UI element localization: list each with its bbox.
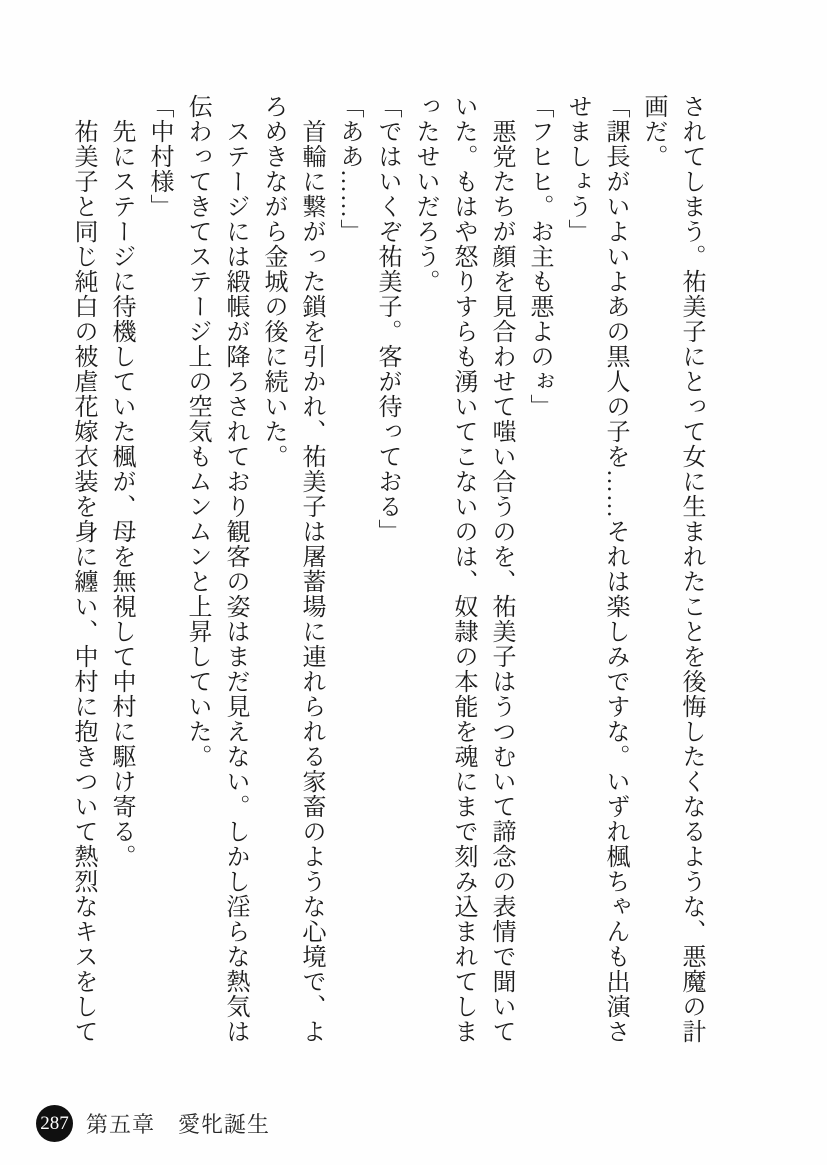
text-line: 「中村様」 [146, 94, 172, 219]
text-line: ステージには緞帳が降ろされており観客の姿はまだ見えない。しかし淫らな熱気は [222, 119, 248, 1044]
text-line: 首輪に繋がった鎖を引かれ、祐美子は屠蓄場に連れられる家畜のような心境で、よ [298, 119, 324, 1044]
page-number: 287 [40, 1113, 69, 1134]
text-line: されてしまう。祐美子にとって女に生まれたことを後悔したくなるような、悪魔の計 [678, 94, 704, 1044]
text-line: 「ああ……」 [336, 94, 362, 244]
text-line: 悪党たちが顔を見合わせて嗤い合うのを、祐美子はうつむいて諦念の表情で聞いて [488, 119, 514, 1044]
text-line: ったせいだろう。 [412, 94, 438, 294]
page-number-badge [36, 1105, 73, 1142]
text-line: いた。もはや怒りすらも湧いてこないのは、奴隷の本能を魂にまで刻み込まれてしま [450, 94, 476, 1044]
text-line: 先にステージに待機していた楓が、母を無視して中村に駆け寄る。 [108, 119, 134, 869]
text-line: ろめきながら金城の後に続いた。 [260, 94, 286, 469]
text-line: 祐美子と同じ純白の被虐花嫁衣装を身に纏い、中村に抱きついて熱烈なキスをして [70, 119, 96, 1044]
text-line: 画だ。 [640, 94, 666, 169]
chapter-title: 第五章 愛牝誕生 [86, 1112, 271, 1137]
body-text [64, 94, 710, 1050]
text-line: 「課長がいよいよあの黒人の子を……それは楽しみですな。いずれ楓ちゃんも出演さ [602, 94, 628, 1044]
text-line: 「ではいくぞ祐美子。客が待っておる」 [374, 94, 400, 544]
text-line: せましょう」 [564, 94, 590, 244]
text-line: 「フヒヒ。お主も悪よのぉ」 [526, 94, 552, 419]
page-footer [36, 1105, 270, 1142]
text-line: 伝わってきてステージ上の空気もムンムンと上昇していた。 [184, 94, 210, 769]
